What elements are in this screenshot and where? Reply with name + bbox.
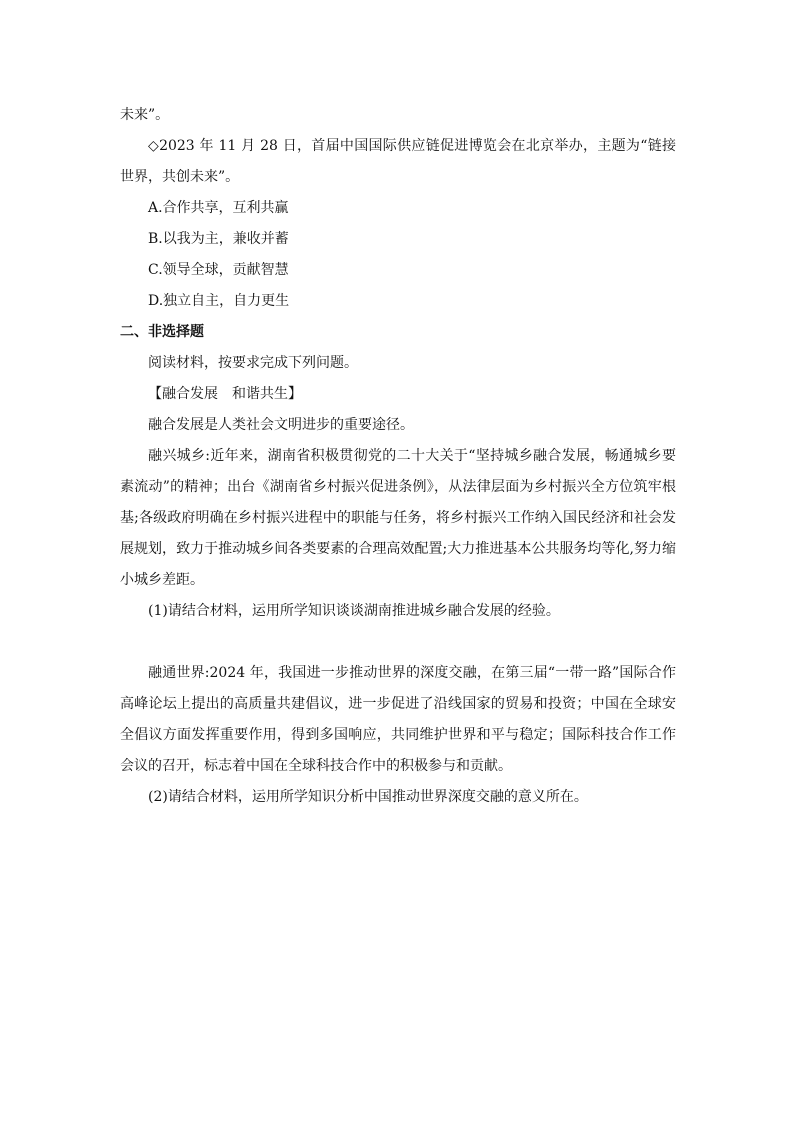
instruction-text: 阅读材料，按要求完成下列问题。 (148, 355, 358, 371)
material-paragraph-2: 融通世界:2024 年，我国进一步推动世界的深度交融，在第三届“一带一路”国际合作高峰论坛上提出的高质量共建倡议，进一步促进了沿线国家的贸易和投资；中国在全球安全倡议方面发挥重要作用，得到多国响应，共同维护世界和平与稳定；国际科技合作工作会议的召开，标志着中国在全球科技合作中的积极参与和贡献。 (120, 665, 676, 774)
option-c: C.领导全球，贡献智慧 (148, 262, 289, 278)
document-content (120, 100, 676, 813)
section-title: 二、非选择题 (120, 324, 204, 340)
intro-text: 融合发展是人类社会文明进步的重要途径。 (148, 417, 414, 433)
topic-heading: 【融合发展 和谐共生】 (148, 386, 302, 402)
answer-space (120, 627, 676, 658)
option-b: B.以我为主，兼收并蓄 (148, 231, 289, 247)
question-stem: ◇2023 年 11 月 28 日，首届中国国际供应链促进博览会在北京举办，主题为“链接世界，共创未来”。 (120, 138, 676, 185)
option-d: D.独立自主，自力更生 (148, 293, 290, 309)
option-a: A.合作共享，互利共赢 (148, 200, 289, 216)
text-continuation: 未来”。 (120, 107, 170, 123)
material-paragraph-1: 融兴城乡:近年来，湖南省积极贯彻党的二十大关于“坚持城乡融合发展，畅通城乡要素流动”的精神；出台《湖南省乡村振兴促进条例》，从法律层面为乡村振兴全方位筑牢根基;各级政府明确在乡村振兴进程中的职能与任务，将乡村振兴工作纳入国民经济和社会发展规划，致力于推动城乡间各类要素的合理高效配置;大力推进基本公共服务均等化,努力缩小城乡差距。 (120, 448, 676, 588)
question-1: (1)请结合材料，运用所学知识谈谈湖南推进城乡融合发展的经验。 (148, 603, 560, 619)
question-2: (2)请结合材料，运用所学知识分析中国推动世界深度交融的意义所在。 (148, 789, 588, 805)
